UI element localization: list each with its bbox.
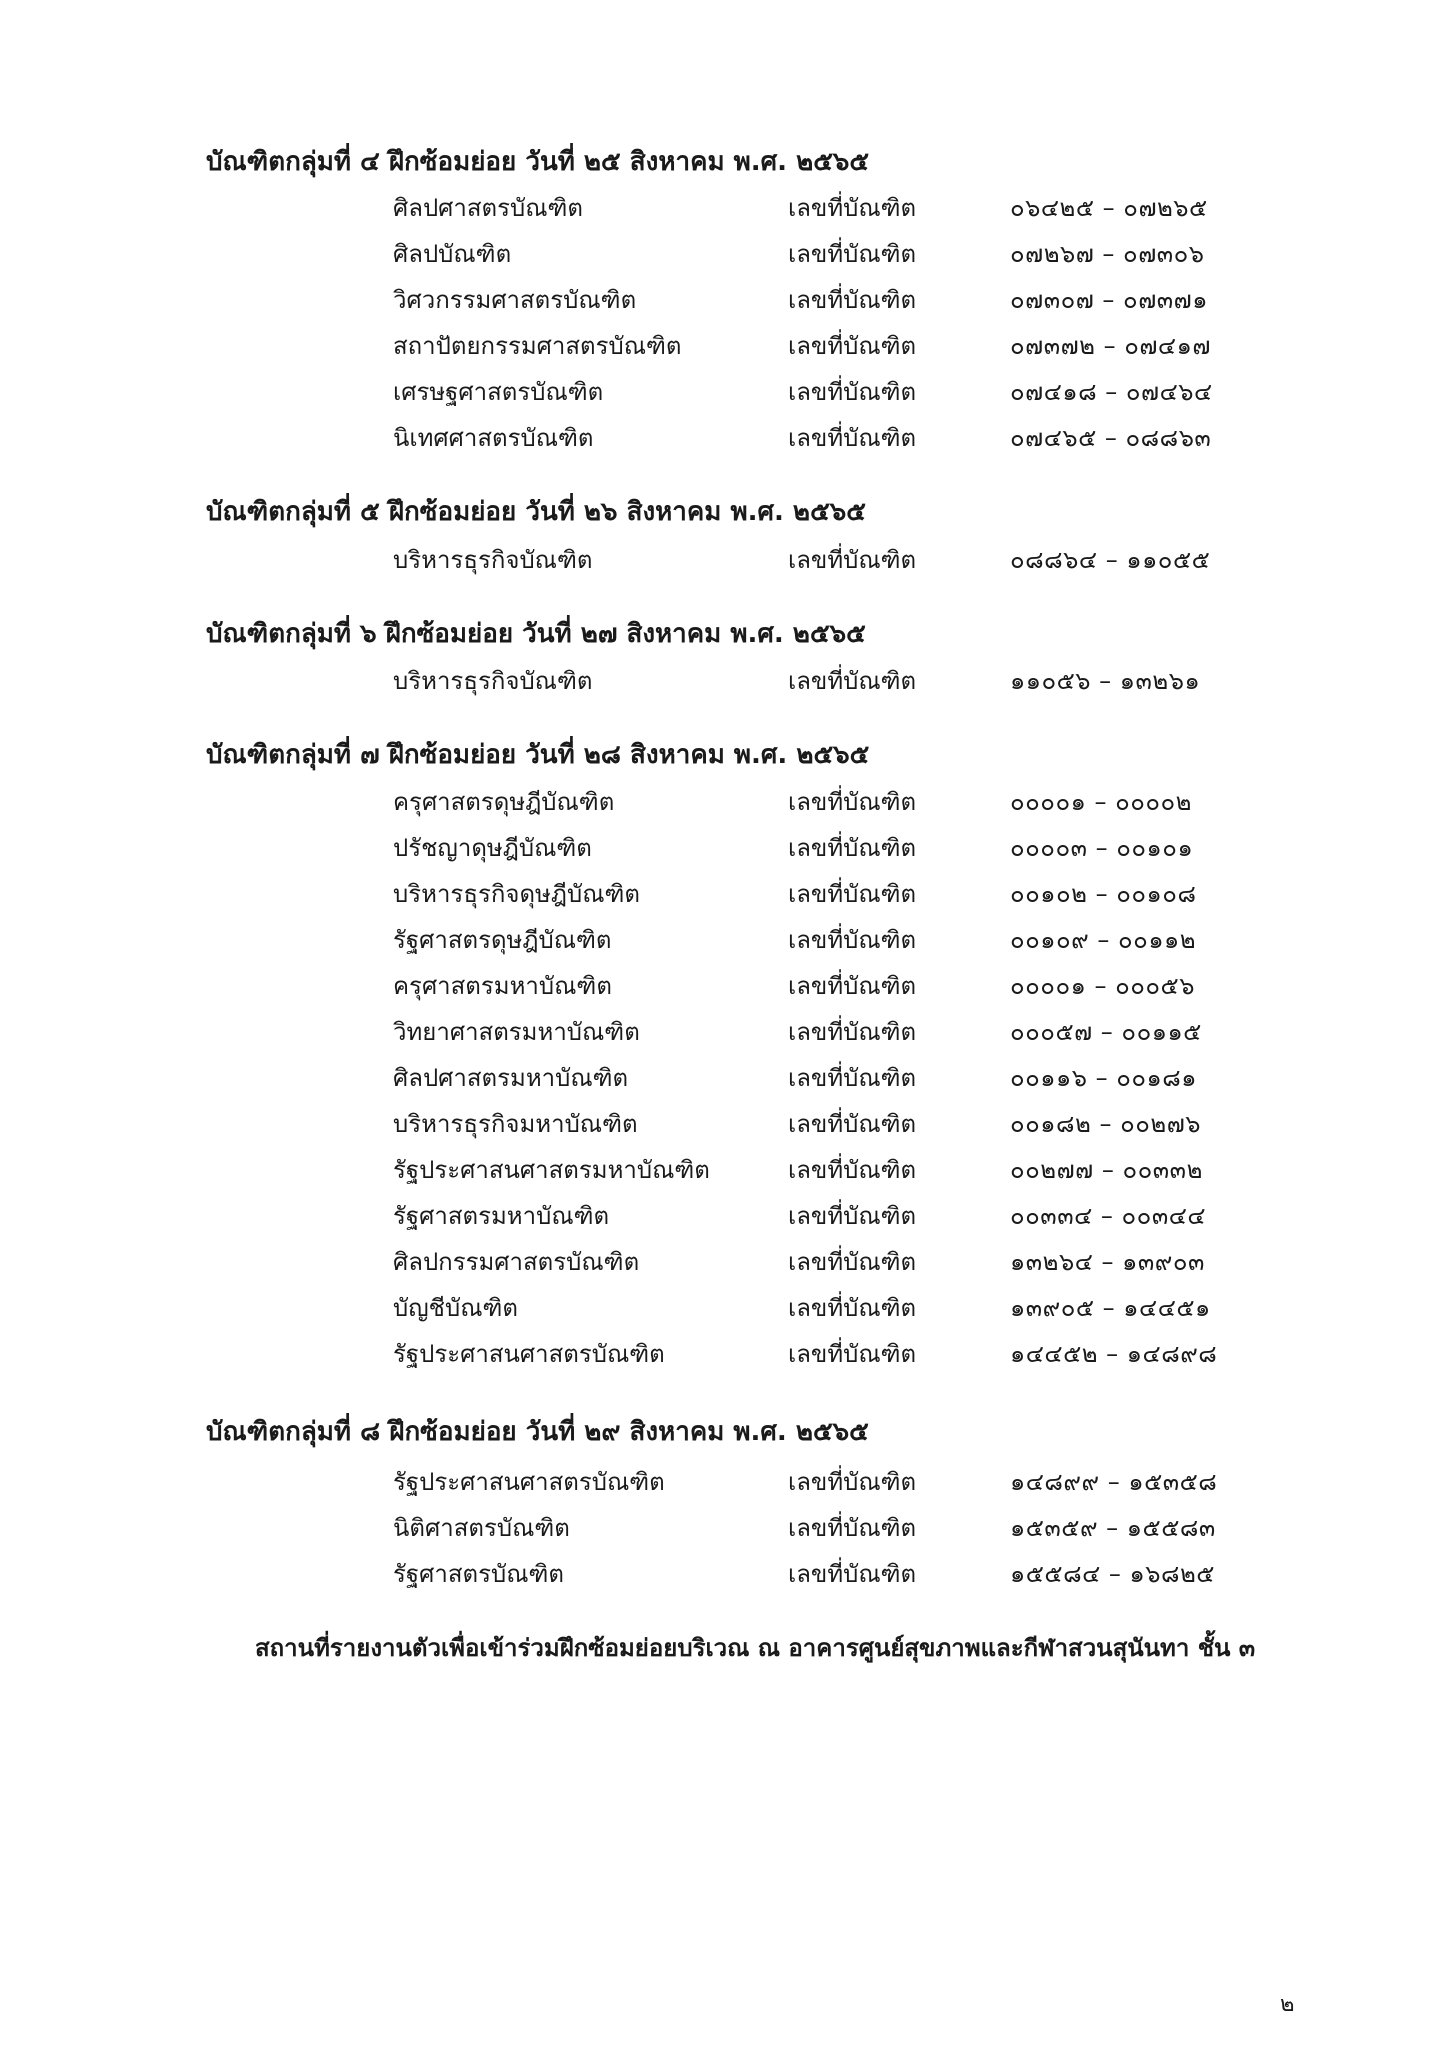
graduate-number-range: ๐๐๐๐๑ – ๐๐๐๐๒ [1010,788,1192,816]
degree-name: รัฐประศาสนศาสตรมหาบัณฑิต [393,1156,710,1184]
graduate-number-label: เลขที่บัณฑิต [788,1560,917,1588]
graduate-number-range: ๑๕๕๘๔ – ๑๖๘๒๕ [1010,1560,1215,1588]
group-header: บัณฑิตกลุ่มที่ ๘ ฝึกซ้อมย่อย วันที่ ๒๙ สิงหาคม พ.ศ. ๒๕๖๕ [206,1417,869,1447]
table-row [0,280,1448,320]
graduate-number-range: ๐๐๓๓๔ – ๐๐๓๔๔ [1010,1202,1207,1230]
degree-name: บัญชีบัณฑิต [393,1294,518,1322]
graduate-number-label: เลขที่บัณฑิต [788,667,917,695]
graduate-number-label: เลขที่บัณฑิต [788,788,917,816]
graduate-number-range: ๐๐๐๐๑ – ๐๐๐๕๖ [1010,972,1195,1000]
degree-name: นิติศาสตรบัณฑิต [393,1514,570,1542]
graduate-number-range: ๐๐๐๕๗ – ๐๐๑๑๕ [1010,1018,1202,1046]
table-row [0,1012,1448,1052]
table-row [0,1150,1448,1190]
graduate-number-range: ๐๗๓๗๒ – ๐๗๔๑๗ [1010,332,1211,360]
venue-note: สถานที่รายงานตัวเพื่อเข้าร่วมฝึกซ้อมย่อยบริเวณ ณ อาคารศูนย์สุขภาพและกีฬาสวนสุนันทา ชั้น ๓ [255,1634,1256,1662]
graduate-number-label: เลขที่บัณฑิต [788,1340,917,1368]
degree-name: รัฐประศาสนศาสตรบัณฑิต [393,1340,665,1368]
graduate-number-range: ๐๐๒๗๗ – ๐๐๓๓๒ [1010,1156,1203,1184]
graduate-number-range: ๐๖๔๒๕ – ๐๗๒๖๕ [1010,194,1208,222]
degree-name: ศิลปศาสตรบัณฑิต [393,194,584,222]
degree-name: ครุศาสตรมหาบัณฑิต [393,972,612,1000]
table-row [0,661,1448,701]
graduate-number-range: ๐๗๔๑๘ – ๐๗๔๖๔ [1010,378,1213,406]
table-row [0,920,1448,960]
degree-name: บริหารธุรกิจบัณฑิต [393,667,593,695]
table-row [0,1288,1448,1328]
table-row [0,1462,1448,1502]
degree-name: วิศวกรรมศาสตรบัณฑิต [393,286,637,314]
graduate-number-range: ๐๐๑๐๙ – ๐๐๑๑๒ [1010,926,1197,954]
degree-name: ครุศาสตรดุษฎีบัณฑิต [393,788,615,816]
group-header: บัณฑิตกลุ่มที่ ๖ ฝึกซ้อมย่อย วันที่ ๒๗ สิงหาคม พ.ศ. ๒๕๖๕ [206,619,866,649]
table-row [0,1196,1448,1236]
graduate-number-label: เลขที่บัณฑิต [788,926,917,954]
degree-name: ปรัชญาดุษฎีบัณฑิต [393,834,592,862]
graduate-number-label: เลขที่บัณฑิต [788,424,917,452]
graduate-number-label: เลขที่บัณฑิต [788,194,917,222]
graduate-number-range: ๑๓๙๐๕ – ๑๔๔๕๑ [1010,1294,1211,1322]
graduate-number-range: ๑๔๘๙๙ – ๑๕๓๕๘ [1010,1468,1218,1496]
graduate-number-label: เลขที่บัณฑิต [788,286,917,314]
degree-name: บริหารธุรกิจบัณฑิต [393,546,593,574]
graduate-number-range: ๐๐๑๐๒ – ๐๐๑๐๘ [1010,880,1197,908]
degree-name: วิทยาศาสตรมหาบัณฑิต [393,1018,640,1046]
table-row [0,1554,1448,1594]
table-row [0,782,1448,822]
degree-name: รัฐประศาสนศาสตรบัณฑิต [393,1468,665,1496]
degree-name: นิเทศศาสตรบัณฑิต [393,424,594,452]
table-row [0,188,1448,228]
table-row [0,828,1448,868]
degree-name: รัฐศาสตรมหาบัณฑิต [393,1202,610,1230]
graduate-number-range: ๐๐๑๘๒ – ๐๐๒๗๖ [1010,1110,1202,1138]
graduate-number-label: เลขที่บัณฑิต [788,332,917,360]
degree-name: บริหารธุรกิจมหาบัณฑิต [393,1110,638,1138]
degree-name: ศิลปกรรมศาสตรบัณฑิต [393,1248,640,1276]
graduate-number-range: ๐๗๒๖๗ – ๐๗๓๐๖ [1010,240,1205,268]
graduate-number-label: เลขที่บัณฑิต [788,1202,917,1230]
graduate-number-range: ๑๕๓๕๙ – ๑๕๕๘๓ [1010,1514,1216,1542]
table-row [0,326,1448,366]
table-row [0,540,1448,580]
table-row [0,1058,1448,1098]
graduate-number-label: เลขที่บัณฑิต [788,1248,917,1276]
graduate-number-label: เลขที่บัณฑิต [788,1156,917,1184]
table-row [0,418,1448,458]
graduate-number-label: เลขที่บัณฑิต [788,880,917,908]
graduate-number-range: ๑๑๐๕๖ – ๑๓๒๖๑ [1010,667,1201,695]
graduate-number-range: ๐๐๐๐๓ – ๐๐๑๐๑ [1010,834,1194,862]
table-row [0,234,1448,274]
graduate-number-range: ๐๘๘๖๔ – ๑๑๐๕๕ [1010,546,1211,574]
table-row [0,1104,1448,1144]
graduate-number-label: เลขที่บัณฑิต [788,1064,917,1092]
graduate-number-label: เลขที่บัณฑิต [788,972,917,1000]
graduate-number-label: เลขที่บัณฑิต [788,1514,917,1542]
graduate-number-label: เลขที่บัณฑิต [788,378,917,406]
degree-name: เศรษฐศาสตรบัณฑิต [393,378,604,406]
group-header: บัณฑิตกลุ่มที่ ๗ ฝึกซ้อมย่อย วันที่ ๒๘ สิงหาคม พ.ศ. ๒๕๖๕ [206,740,870,770]
graduate-number-range: ๑๓๒๖๔ – ๑๓๙๐๓ [1010,1248,1205,1276]
graduate-number-label: เลขที่บัณฑิต [788,1018,917,1046]
page-number: ๒ [1280,1992,1295,2017]
graduate-number-label: เลขที่บัณฑิต [788,546,917,574]
graduate-number-label: เลขที่บัณฑิต [788,1110,917,1138]
degree-name: บริหารธุรกิจดุษฎีบัณฑิต [393,880,640,908]
graduate-number-label: เลขที่บัณฑิต [788,834,917,862]
degree-name: รัฐศาสตรบัณฑิต [393,1560,564,1588]
graduate-number-range: ๐๗๔๖๕ – ๐๘๘๖๓ [1010,424,1212,452]
group-header: บัณฑิตกลุ่มที่ ๕ ฝึกซ้อมย่อย วันที่ ๒๖ สิงหาคม พ.ศ. ๒๕๖๕ [206,497,866,527]
degree-name: รัฐศาสตรดุษฎีบัณฑิต [393,926,612,954]
table-row [0,1334,1448,1374]
graduate-number-range: ๑๔๔๕๒ – ๑๔๘๙๘ [1010,1340,1218,1368]
table-row [0,372,1448,412]
graduate-number-range: ๐๐๑๑๖ – ๐๐๑๘๑ [1010,1064,1198,1092]
graduate-number-label: เลขที่บัณฑิต [788,1468,917,1496]
graduate-number-label: เลขที่บัณฑิต [788,240,917,268]
group-header: บัณฑิตกลุ่มที่ ๔ ฝึกซ้อมย่อย วันที่ ๒๕ สิงหาคม พ.ศ. ๒๕๖๕ [206,147,870,177]
table-row [0,1242,1448,1282]
graduate-number-range: ๐๗๓๐๗ – ๐๗๓๗๑ [1010,286,1208,314]
degree-name: สถาปัตยกรรมศาสตรบัณฑิต [393,332,682,360]
table-row [0,874,1448,914]
graduate-number-label: เลขที่บัณฑิต [788,1294,917,1322]
degree-name: ศิลปศาสตรมหาบัณฑิต [393,1064,629,1092]
degree-name: ศิลปบัณฑิต [393,240,512,268]
table-row [0,966,1448,1006]
table-row [0,1508,1448,1548]
